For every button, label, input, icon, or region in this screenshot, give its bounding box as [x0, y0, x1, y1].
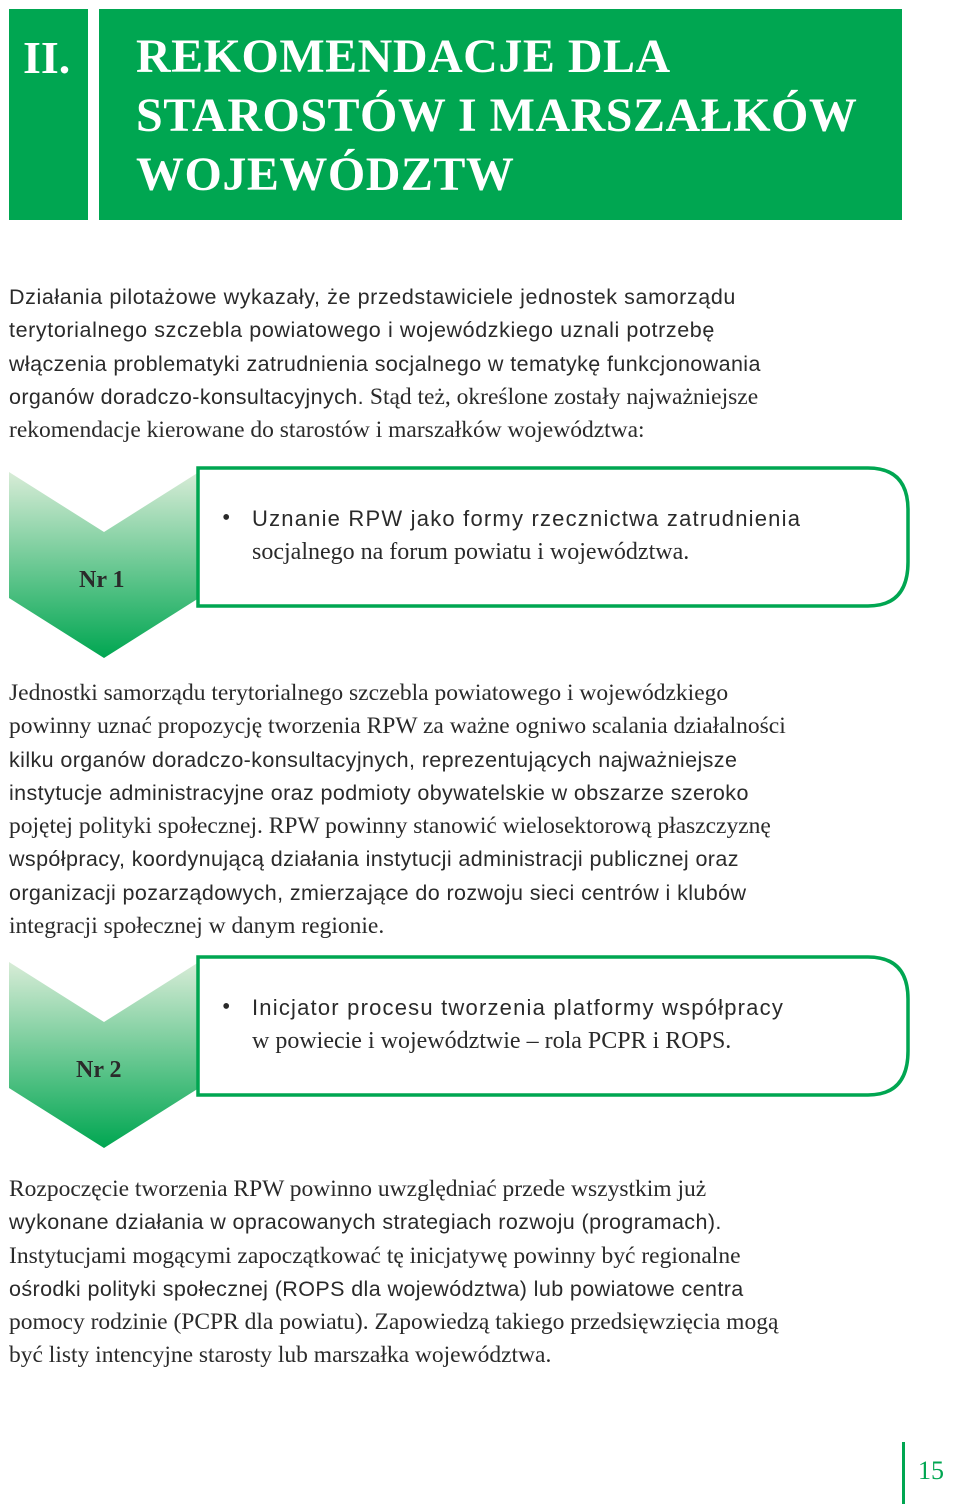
intro-paragraph	[9, 281, 901, 447]
recommendation-box	[196, 466, 902, 602]
chapter-title	[99, 9, 902, 220]
text-span: Stąd też, określone zostały najważniejsze	[364, 383, 759, 410]
text-line: Uznanie RPW jako formy rzecznictwa zatrudnienia	[252, 506, 802, 531]
text-line: integracji społecznej w danym regionie.	[9, 913, 385, 940]
text-line: Jednostki samorządu terytorialnego szczebla powiatowego i wojewódzkiego	[9, 680, 729, 706]
body-paragraph	[9, 1173, 901, 1373]
recommendation-label: Nr 2	[76, 1057, 122, 1083]
chapter-title-line: REKOMENDACJE DLA	[136, 30, 671, 83]
text-line: Instytucjami mogącymi zapoczątkować tę inicjatywę powinny być regionalne	[9, 1242, 741, 1269]
text-line: współpracy, koordynującą działania instytucji administracji publicznej oraz	[9, 847, 739, 872]
text-line: być listy intencyjne starosty lub marszałka województwa.	[9, 1342, 552, 1369]
text-span: organów doradczo-konsultacyjnych.	[9, 384, 364, 409]
text-line: Inicjator procesu tworzenia platformy współpracy	[252, 995, 785, 1020]
text-line: włączenia problematyki zatrudnienia socjalnego w tematykę funkcjonowania	[9, 351, 761, 376]
page-number: 15	[918, 1456, 944, 1485]
recommendation-box	[196, 955, 902, 1091]
bullet-icon: •	[222, 505, 231, 531]
text-line: Działania pilotażowe wykazały, że przedstawiciele jednostek samorządu	[9, 285, 736, 309]
recommendation-text	[222, 502, 888, 569]
text-line: powinny uznać propozycję tworzenia RPW za ważne ogniwo scalania działalności	[9, 713, 786, 740]
text-line: pomocy rodzinie (PCPR dla powiatu). Zapowiedzą takiego przedsięwzięcia mogą	[9, 1309, 779, 1336]
text-line: terytorialnego szczebla powiatowego i wojewódzkiego uznali potrzebę	[9, 318, 715, 343]
bullet-icon: •	[222, 994, 231, 1020]
text-line: w powiecie i województwie – rola PCPR i ROPS.	[252, 1027, 732, 1054]
page-number-divider	[902, 1442, 905, 1504]
body-paragraph	[9, 677, 901, 943]
text-line: pojętej polityki społecznej. RPW powinny stanowić wielosektorową płaszczyznę	[9, 813, 771, 840]
text-line: Rozpoczęcie tworzenia RPW powinno uwzględniać przede wszystkim już	[9, 1176, 707, 1202]
chapter-title-line: STAROSTÓW I MARSZAŁKÓW	[136, 89, 858, 142]
text-line: ośrodki polityki społecznej (ROPS dla województwa) lub powiatowe centra	[9, 1276, 744, 1301]
chapter-title-line: WOJEWÓDZTW	[136, 148, 515, 201]
text-line: wykonane działania w opracowanych strategiach rozwoju (programach).	[9, 1210, 722, 1235]
recommendation-text	[222, 991, 888, 1058]
text-line: organizacji pozarządowych, zmierzające do rozwoju sieci centrów i klubów	[9, 880, 747, 905]
text-line: socjalnego na forum powiatu i województwa.	[252, 538, 690, 565]
text-line	[9, 381, 901, 414]
text-line: kilku organów doradczo-konsultacyjnych, reprezentujących najważniejsze	[9, 747, 738, 772]
chapter-number: II.	[9, 9, 88, 220]
text-line: rekomendacje kierowane do starostów i marszałków województwa:	[9, 417, 645, 444]
text-line: instytucje administracyjne oraz podmioty obywatelskie w obszarze szeroko	[9, 780, 749, 805]
recommendation-label: Nr 1	[79, 567, 125, 593]
